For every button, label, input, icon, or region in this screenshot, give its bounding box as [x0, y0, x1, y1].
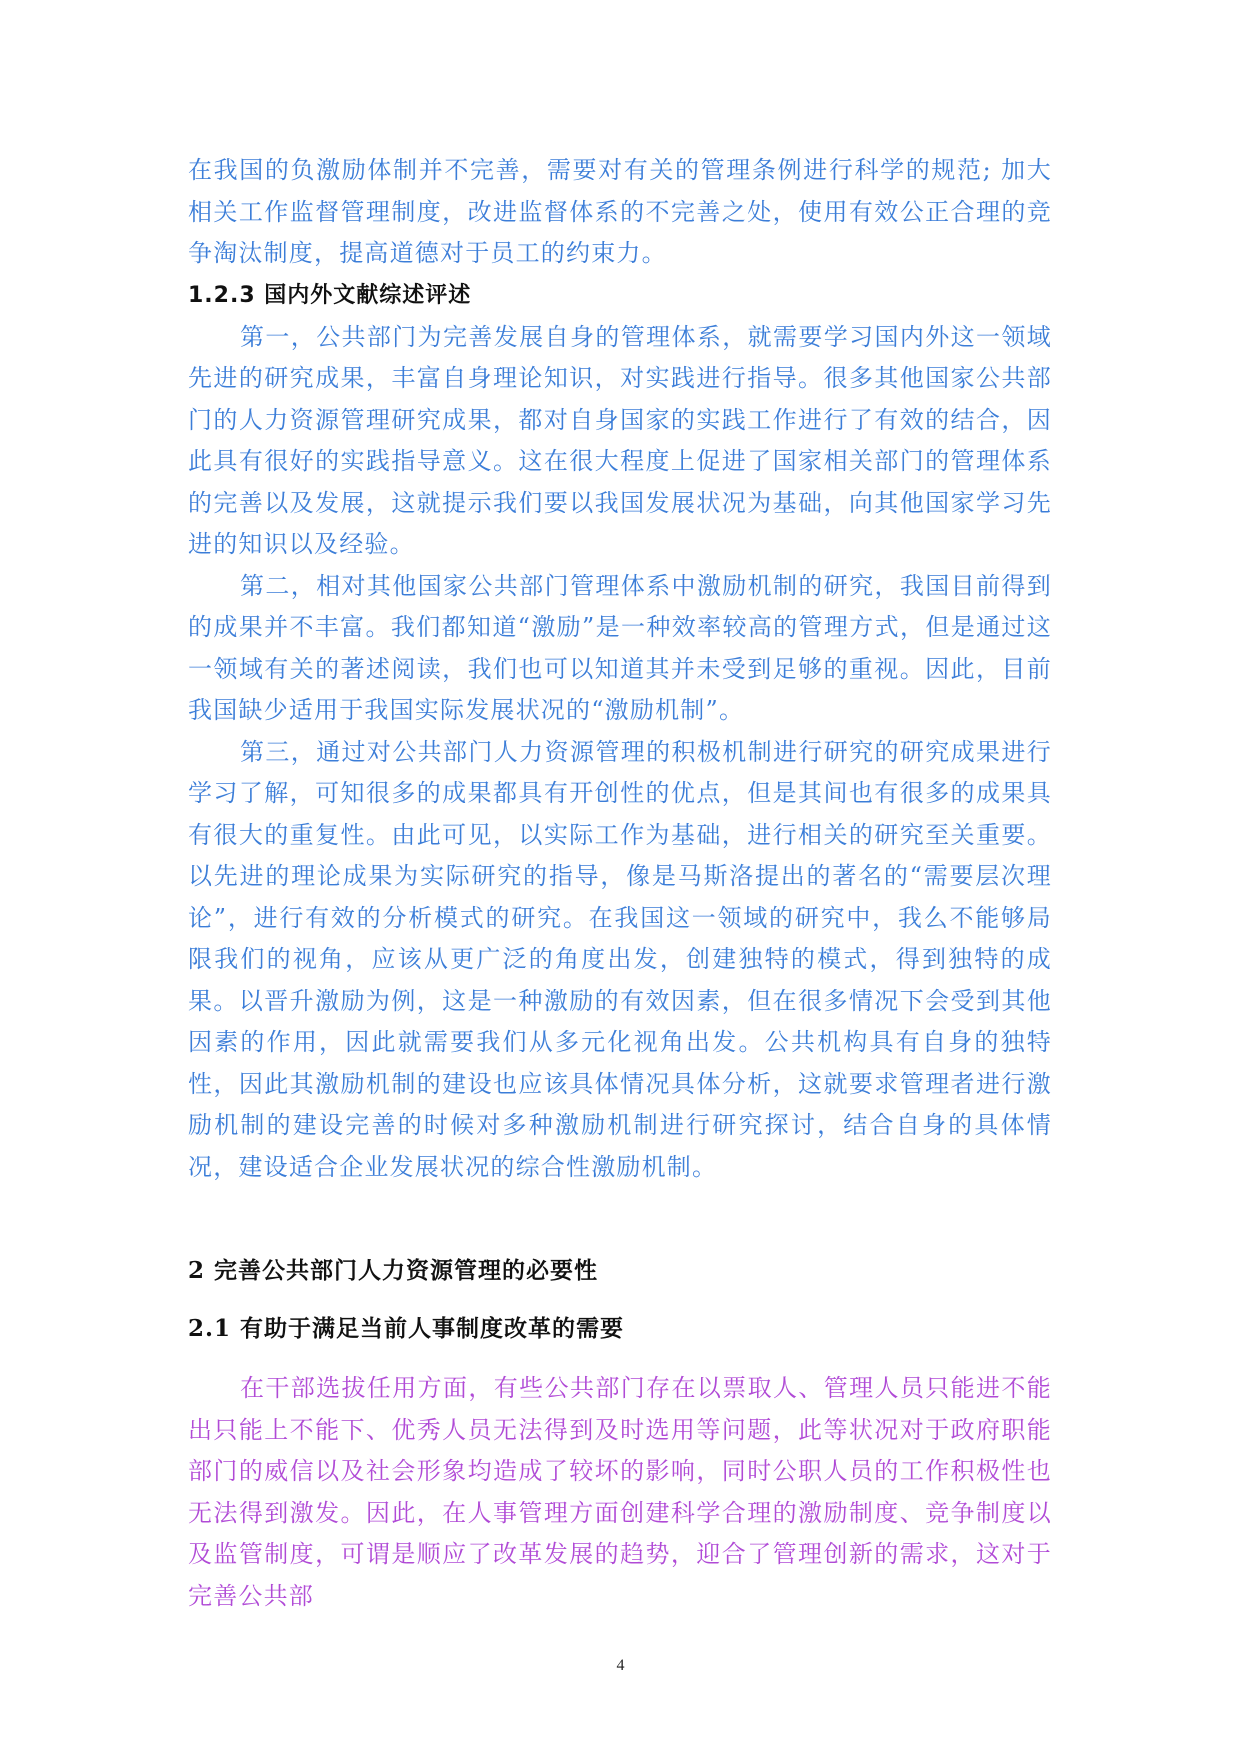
paragraph-section-2-1: 在干部选拔任用方面，有些公共部门存在以票取人、管理人员只能进不能出只能上不能下、优秀人员无法得到及时选用等问题，此等状况对于政府职能部门的威信以及社会形象均造成了较坏的影响，同时公职人员的工作积极性也无法得到激发。因此，在人事管理方面创建科学合理的激励制度、竞争制度以及监管制度，可谓是顺应了改革发展的趋势，迎合了管理创新的需求，这对于完善公共部: [188, 1374, 1052, 1610]
paragraph-third: 第三，通过对公共部门人力资源管理的积极机制进行研究的研究成果进行学习了解，可知很多的成果都具有开创性的优点，但是其间也有很多的成果具有很大的重复性。由此可见，以实际工作为基础，进行相关的研究至关重要。以先进的理论成果为实际研究的指导，像是马斯洛提出的著名的“需要层次理论”，进行有效的分析模式的研究。在我国这一领域的研究中，我么不能够局限我们的视角，应该从更广泛的角度出发，创建独特的模式，得到独特的成果。以晋升激励为例，这是一种激励的有效因素，但在很多情况下会受到其他因素的作用，因此就需要我们从多元化视角出发。公共机构具有自身的独特性，因此其激励机制的建设也应该具体情况具体分析，这就要求管理者进行激励机制的建设完善的时候对多种激励机制进行研究探讨，结合自身的具体情况，建设适合企业发展状况的综合性激励机制。: [188, 737, 1052, 1181]
section-heading-1-2-3: 1.2.3 国内外文献综述评述: [188, 282, 472, 308]
chapter-heading-2: 2 完善公共部门人力资源管理的必要性: [188, 1257, 599, 1284]
section-2-1-block: [188, 1310, 1052, 1343]
paragraph-first: 第一，公共部门为完善发展自身的管理体系，就需要学习国内外这一领域先进的研究成果，丰富自身理论知识，对实践进行指导。很多其他国家公共部门的人力资源管理研究成果，都对自身国家的实践工作进行了有效的结合，因此具有很好的实践指导意义。这在很大程度上促进了国家相关部门的管理体系的完善以及发展，这就提示我们要以我国发展状况为基础，向其他国家学习先进的知识以及经验。: [188, 322, 1052, 558]
intro-paragraph: 在我国的负激励体制并不完善，需要对有关的管理条例进行科学的规范; 加大相关工作监督管理制度，改进监督体系的不完善之处，使用有效公正合理的竞争淘汰制度，提高道德对于员工的约束力。: [188, 156, 1052, 267]
section-heading-2-1: 2.1 有助于满足当前人事制度改革的需要: [188, 1315, 625, 1342]
section-2-1-body: [188, 1368, 1052, 1617]
paragraph-second: 第二，相对其他国家公共部门管理体系中激励机制的研究，我国目前得到的成果并不丰富。我们都知道“激励”是一种效率较高的管理方式，但是通过这一领域有关的著述阅读，我们也可以知道其并未受到足够的重视。因此，目前我国缺少适用于我国实际发展状况的“激励机制”。: [188, 571, 1052, 724]
chapter-2-block: [188, 1252, 1052, 1285]
page-number: 4: [616, 1657, 625, 1674]
document-body: [188, 150, 1052, 1188]
